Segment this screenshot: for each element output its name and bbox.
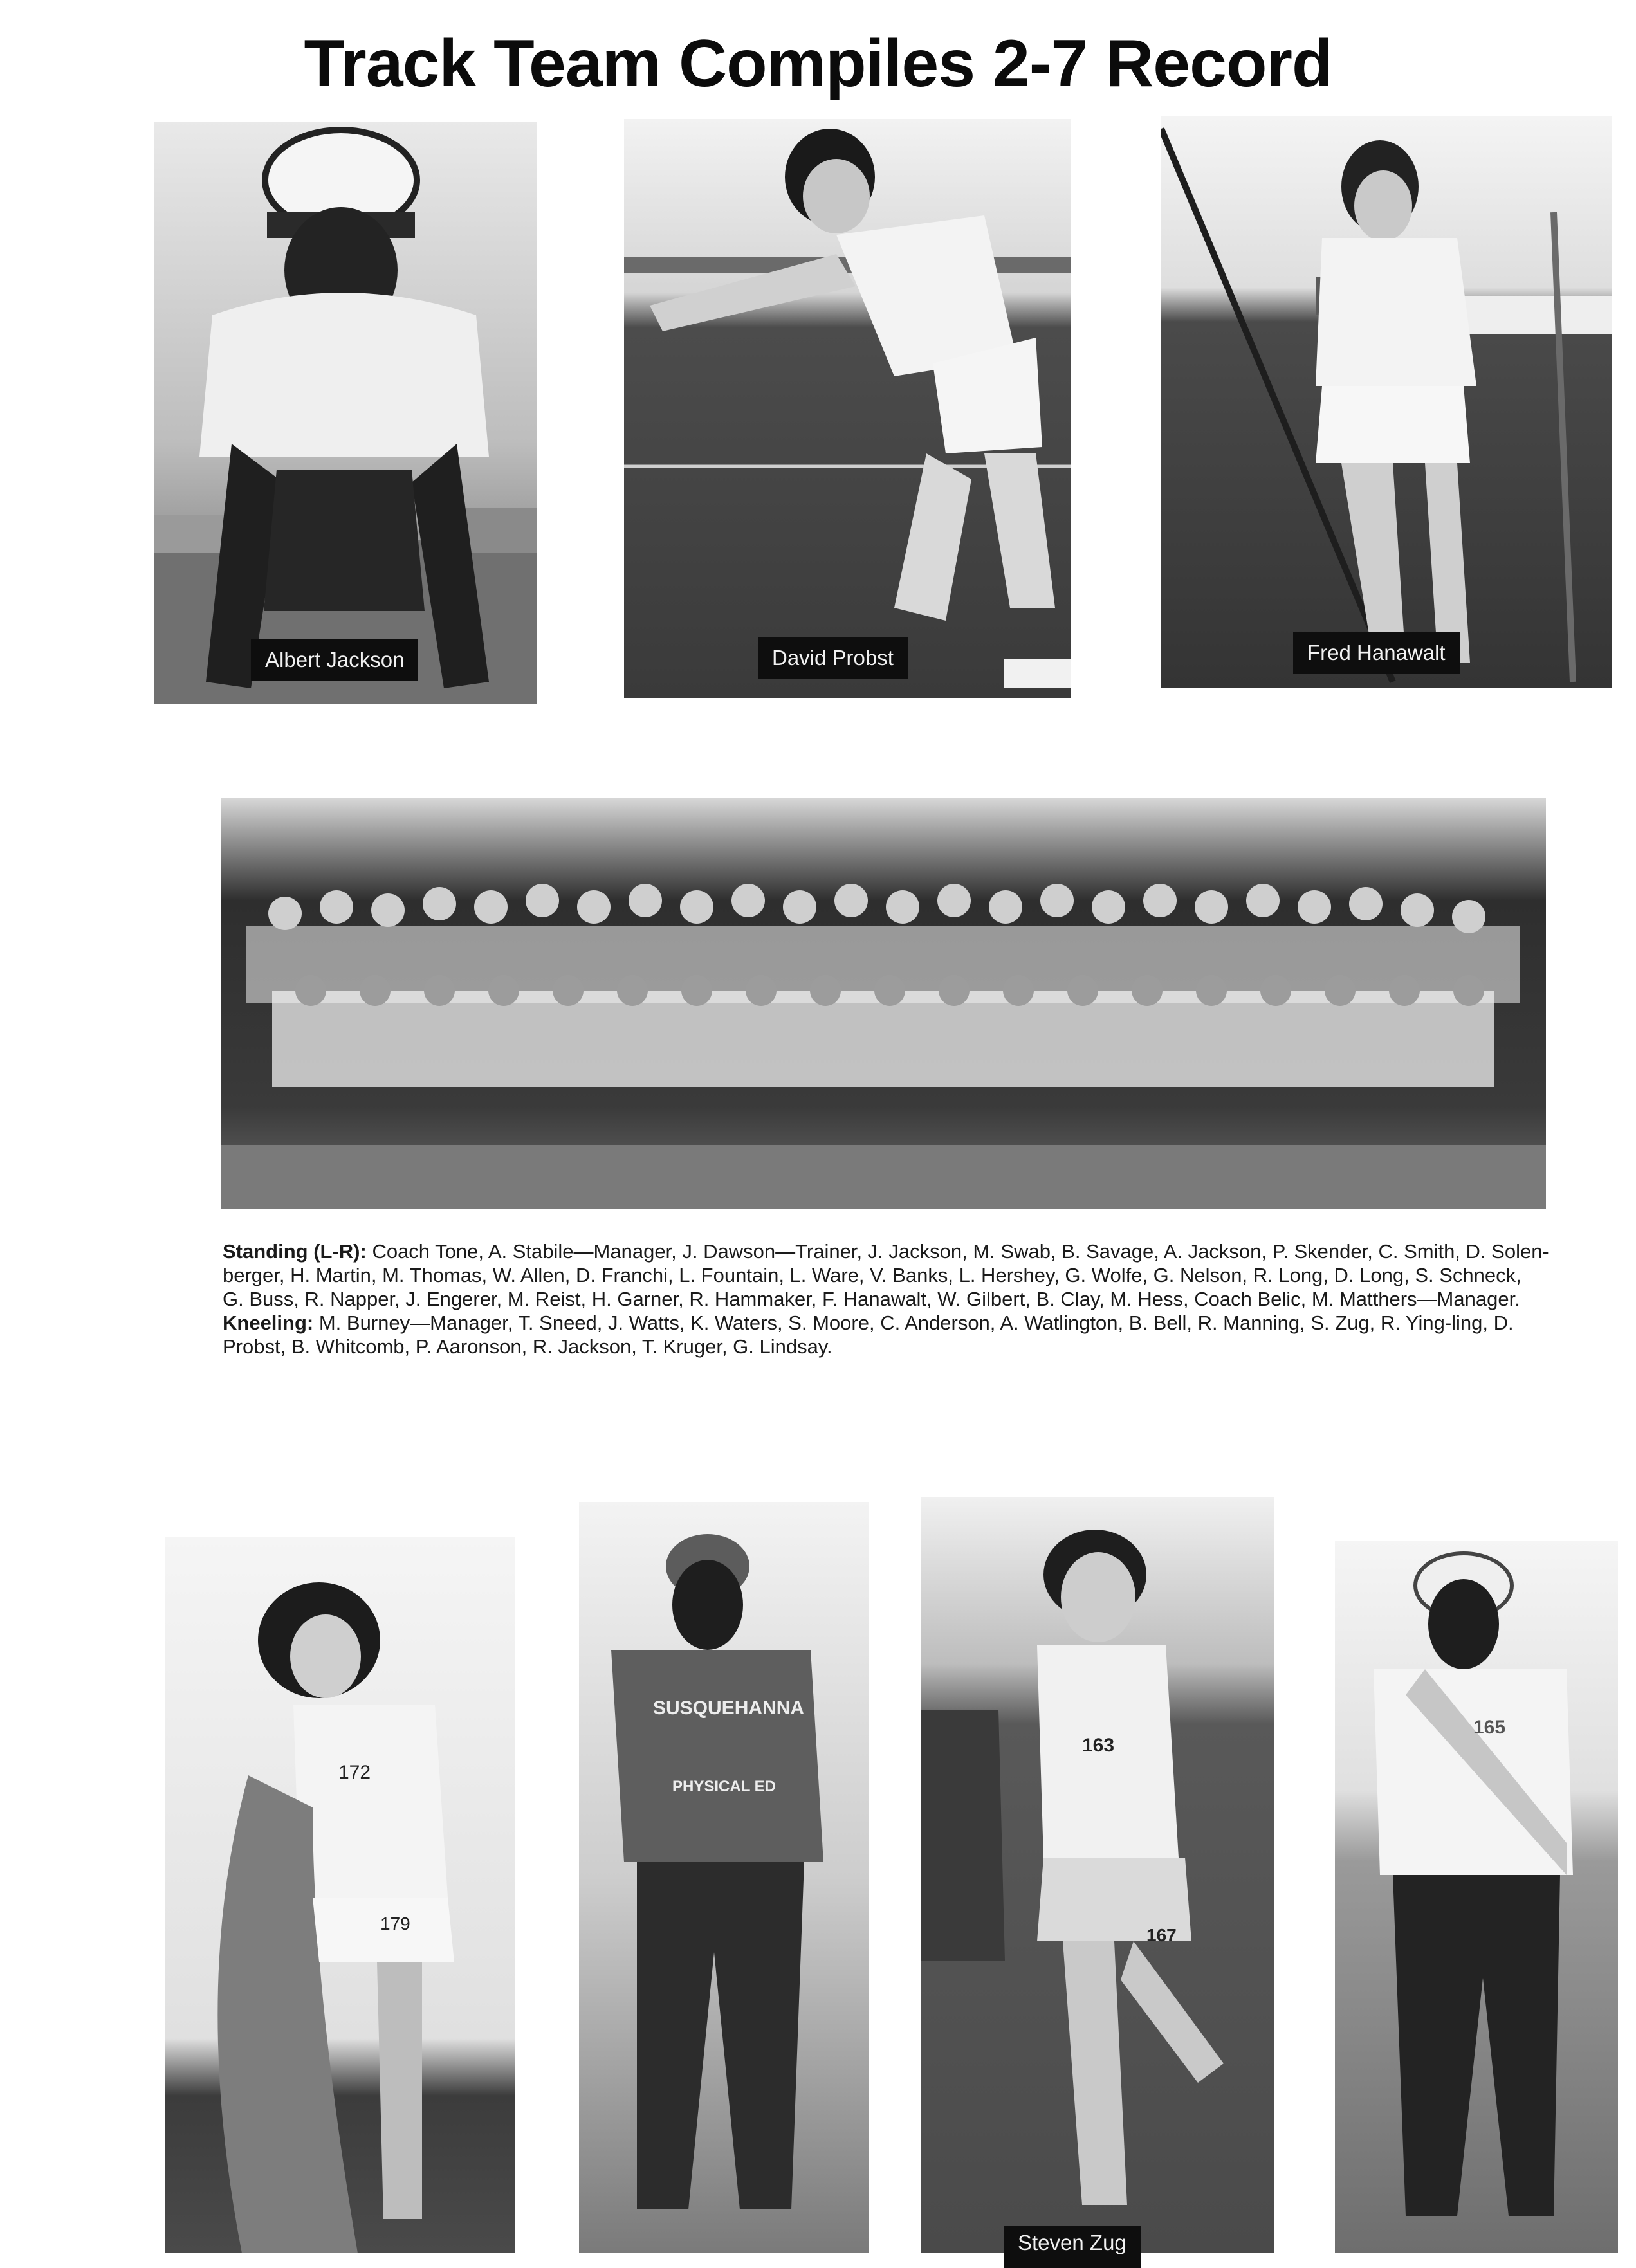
bib-167-bottom: 167 [1146, 1925, 1177, 1945]
photo-albert-jackson-image [154, 122, 537, 704]
photo-albert-jackson [154, 122, 537, 704]
photo-runner-susquehanna [579, 1502, 869, 2253]
photo-david-probst-image [624, 119, 1071, 698]
photo-fred-hanawalt-image [1161, 116, 1612, 688]
bib-179-bottom: 179 [380, 1914, 410, 1934]
roster-standing [223, 1239, 1561, 1263]
team-group-photo-image [221, 798, 1546, 1209]
photo-runner-172-image [165, 1537, 515, 2253]
bib-165-top: 165 [1473, 1717, 1506, 1738]
photo-steven-zug [921, 1497, 1274, 2253]
team-group-photo [221, 798, 1546, 1209]
caption-steven-zug: Steven Zug [1004, 2226, 1141, 2268]
photo-runner-165 [1335, 1541, 1618, 2253]
photo-runner-172 [165, 1537, 515, 2253]
bib-163-top: 163 [1082, 1735, 1115, 1756]
roster-kneeling [223, 1311, 1561, 1335]
bib-172-top: 172 [338, 1762, 371, 1783]
caption-fred-hanawalt: Fred Hanawalt [1293, 632, 1460, 674]
roster-kneeling-line-2: Probst, B. Whitcomb, P. Aaronson, R. Jackson, T. Kruger, G. Lindsay. [223, 1335, 832, 1358]
roster-kneeling-label: Kneeling: [223, 1312, 314, 1334]
caption-david-probst: David Probst [758, 637, 908, 679]
team-roster [223, 1239, 1561, 1358]
roster-standing-line-1: Coach Tone, A. Stabile—Manager, J. Dawson—Trainer, J. Jackson, M. Swab, B. Savage, A. Jackson, P. Skender, C. Smith, D. Solen- [366, 1240, 1549, 1263]
photo-steven-zug-image [921, 1497, 1274, 2253]
photo-david-probst [624, 119, 1071, 698]
roster-standing-line-3: G. Buss, R. Napper, J. Engerer, M. Reist, H. Garner, R. Hammaker, F. Hanawalt, W. Gilbert, B. Clay, M. Hess, Coach Belic, M. Matthers—Manager. [223, 1288, 1520, 1310]
caption-albert-jackson: Albert Jackson [251, 639, 418, 681]
page-title: Track Team Compiles 2-7 Record [304, 26, 1332, 101]
roster-standing-line-2: berger, H. Martin, M. Thomas, W. Allen, D. Franchi, L. Fountain, L. Ware, V. Banks, L. Hershey, G. Wolfe, G. Nelson, R. Long, D. Long, S. Schneck, [223, 1264, 1521, 1286]
photo-fred-hanawalt [1161, 116, 1612, 688]
shirt-text-susquehanna: SUSQUEHANNA [653, 1697, 805, 1719]
photo-runner-susquehanna-image [579, 1502, 869, 2253]
shirt-text-physical-ed: PHYSICAL ED [672, 1778, 776, 1795]
roster-kneeling-line-1: M. Burney—Manager, T. Sneed, J. Watts, K. Waters, S. Moore, C. Anderson, A. Watlington, B. Bell, R. Manning, S. Zug, R. Ying-ling, D. [313, 1312, 1514, 1334]
roster-standing-label: Standing (L-R): [223, 1240, 367, 1263]
photo-runner-165-image [1335, 1541, 1618, 2253]
